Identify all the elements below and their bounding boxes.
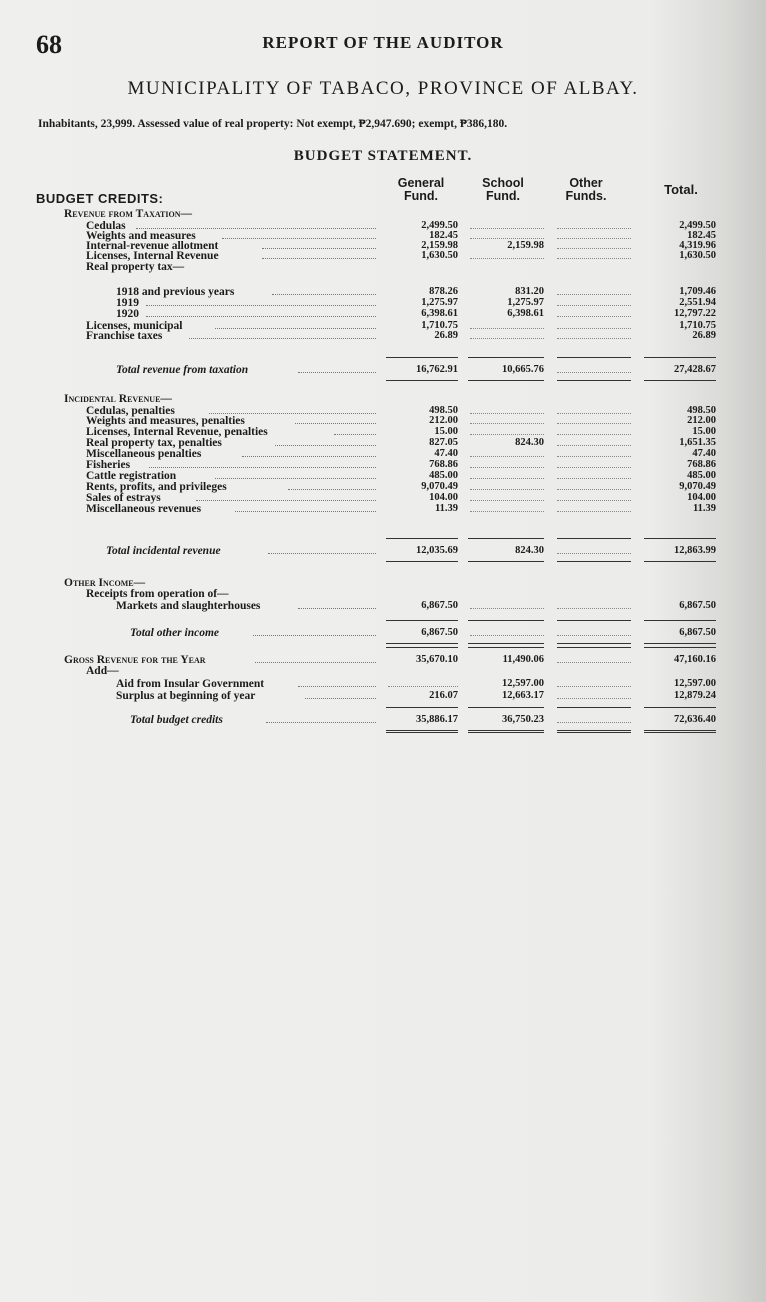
school-fund-blank — [470, 600, 544, 609]
row-leader — [253, 627, 376, 636]
other-funds-blank — [557, 426, 631, 435]
row-leader — [255, 654, 376, 663]
municipality-title: MUNICIPALITY OF TABACO, PROVINCE OF ALBAY. — [127, 78, 639, 99]
total-value: 6,867.50 — [679, 600, 716, 611]
total-value: 485.00 — [687, 470, 716, 481]
general-fund-value: 878.26 — [429, 286, 458, 297]
row-leader — [215, 470, 376, 479]
total-rule-below — [557, 730, 631, 733]
row-label: Cedulas — [86, 220, 126, 232]
other-funds-blank — [557, 714, 631, 723]
table-row — [0, 261, 766, 273]
total-value: 2,551.94 — [679, 297, 716, 308]
school-fund-value: 10,665.76 — [502, 364, 544, 375]
row-label: Licenses, Internal Revenue — [86, 250, 219, 262]
general-fund-value: 6,398.61 — [421, 308, 458, 319]
row-label: Total revenue from taxation — [116, 364, 249, 376]
general-fund-blank — [388, 678, 458, 687]
column-header-school-line2: Fund. — [485, 189, 520, 203]
row-leader — [235, 503, 376, 512]
row-label: Surplus at beginning of year — [116, 690, 256, 702]
school-fund-value: 6,398.61 — [507, 308, 544, 319]
general-fund-value: 768.86 — [429, 459, 458, 470]
row-label: Internal-revenue allotment — [86, 240, 219, 252]
column-header-other-line2: Funds. — [565, 189, 607, 203]
other-funds-blank — [557, 690, 631, 699]
school-fund-value: 36,750.23 — [502, 714, 544, 725]
general-fund-value: 35,886.17 — [416, 714, 458, 725]
total-rule-above — [386, 707, 458, 708]
total-value: 72,636.40 — [674, 714, 716, 725]
other-funds-blank — [557, 297, 631, 306]
row-leader — [298, 678, 376, 687]
general-fund-value: 16,762.91 — [416, 364, 458, 375]
general-fund-value: 9,070.49 — [421, 481, 458, 492]
total-value: 12,597.00 — [674, 678, 716, 689]
school-fund-blank — [470, 230, 544, 239]
row-label: Add— — [86, 665, 119, 677]
total-rule-above — [557, 357, 631, 358]
school-fund-blank — [470, 492, 544, 501]
row-leader — [298, 600, 376, 609]
total-value: 26.89 — [692, 330, 716, 341]
total-rule-above — [386, 647, 458, 648]
total-rule-below — [468, 730, 544, 733]
total-rule-above — [386, 538, 458, 539]
total-rule-below — [468, 561, 544, 562]
total-rule-above — [644, 620, 716, 621]
row-leader — [305, 690, 376, 699]
school-fund-blank — [470, 405, 544, 414]
other-funds-blank — [557, 330, 631, 339]
row-leader — [189, 330, 376, 339]
school-fund-blank — [470, 627, 544, 636]
column-header-other-funds — [553, 177, 619, 203]
total-value: 12,879.24 — [674, 690, 716, 701]
total-rule-below — [557, 561, 631, 562]
row-leader — [146, 297, 376, 306]
row-label: Other Income— — [64, 577, 146, 589]
row-label: Cattle registration — [86, 470, 177, 482]
row-leader — [262, 240, 376, 249]
total-value: 212.00 — [687, 415, 716, 426]
total-value: 1,709.46 — [679, 286, 716, 297]
row-label: Rents, profits, and privileges — [86, 481, 227, 493]
row-label: Real property tax— — [86, 261, 185, 273]
row-leader — [275, 437, 376, 446]
school-fund-value: 1,275.97 — [507, 297, 544, 308]
other-funds-blank — [557, 678, 631, 687]
row-label: Fisheries — [86, 459, 131, 471]
school-fund-value: 824.30 — [515, 437, 544, 448]
total-value: 1,651.35 — [679, 437, 716, 448]
row-label: Licenses, Internal Revenue, penalties — [86, 426, 268, 438]
total-rule-below — [644, 380, 716, 381]
row-leader — [196, 492, 376, 501]
general-fund-value: 11.39 — [434, 503, 458, 514]
total-rule-above — [386, 620, 458, 621]
column-header-school-line1: School — [482, 176, 524, 190]
table-row — [0, 665, 766, 677]
school-fund-value: 11,490.06 — [502, 654, 544, 665]
total-rule-above — [468, 357, 544, 358]
other-funds-blank — [557, 481, 631, 490]
row-leader — [266, 714, 376, 723]
row-label: Revenue from Taxation— — [64, 208, 192, 220]
table-row — [0, 364, 766, 376]
school-fund-blank — [470, 220, 544, 229]
table-row — [0, 503, 766, 515]
general-fund-value: 2,159.98 — [421, 240, 458, 251]
row-label: Franchise taxes — [86, 330, 163, 342]
other-funds-blank — [557, 405, 631, 414]
column-header-general-line2: Fund. — [403, 189, 438, 203]
inhabitants-line: Inhabitants, 23,999. Assessed value of real property: Not exempt, ₱2,947.690; exempt, ₱386,180. — [38, 118, 508, 130]
table-row — [0, 588, 766, 600]
total-rule-above — [468, 538, 544, 539]
total-rule-above — [644, 538, 716, 539]
general-fund-value: 212.00 — [429, 415, 458, 426]
row-label: 1918 and previous years — [116, 286, 235, 298]
total-rule-below — [644, 561, 716, 562]
table-row — [0, 308, 766, 320]
general-fund-value: 2,499.50 — [421, 220, 458, 231]
row-label: Total other income — [130, 627, 220, 639]
row-leader — [146, 308, 376, 317]
general-fund-value: 12,035.69 — [416, 545, 458, 556]
table-row — [0, 545, 766, 557]
school-fund-blank — [470, 330, 544, 339]
other-funds-blank — [557, 286, 631, 295]
row-label: Miscellaneous revenues — [86, 503, 202, 515]
total-rule-above — [557, 620, 631, 621]
row-leader — [209, 405, 376, 414]
row-leader — [298, 364, 376, 373]
other-funds-blank — [557, 364, 631, 373]
table-row — [0, 330, 766, 342]
other-funds-blank — [557, 240, 631, 249]
total-rule-above — [468, 647, 544, 648]
total-rule-below — [644, 730, 716, 733]
row-leader — [149, 459, 376, 468]
total-rule-above — [557, 647, 631, 648]
school-fund-blank — [470, 448, 544, 457]
column-header-school-fund — [466, 177, 540, 203]
general-fund-value: 1,275.97 — [421, 297, 458, 308]
school-fund-blank — [470, 250, 544, 259]
running-head: REPORT OF THE AUDITOR — [262, 33, 504, 52]
other-funds-blank — [557, 437, 631, 446]
general-fund-value: 827.05 — [429, 437, 458, 448]
other-funds-blank — [557, 545, 631, 554]
total-rule-above — [644, 357, 716, 358]
general-fund-value: 47.40 — [434, 448, 458, 459]
row-leader — [288, 481, 376, 490]
other-funds-blank — [557, 503, 631, 512]
total-value: 498.50 — [687, 405, 716, 416]
other-funds-blank — [557, 459, 631, 468]
row-label: Incidental Revenue— — [64, 393, 172, 405]
column-header-total: Total. — [664, 182, 698, 197]
general-fund-value: 35,670.10 — [416, 654, 458, 665]
column-header-general-fund — [384, 177, 458, 203]
other-funds-blank — [557, 448, 631, 457]
school-fund-blank — [470, 481, 544, 490]
column-header-general-line1: General — [397, 176, 445, 190]
row-leader — [136, 220, 376, 229]
other-funds-blank — [557, 320, 631, 329]
total-rule-above — [644, 647, 716, 648]
total-value: 9,070.49 — [679, 481, 716, 492]
general-fund-value: 182.45 — [429, 230, 458, 241]
row-leader — [262, 250, 376, 259]
other-funds-blank — [557, 600, 631, 609]
row-label: Markets and slaughterhouses — [116, 600, 261, 612]
row-label: Total incidental revenue — [106, 545, 221, 557]
other-funds-blank — [557, 308, 631, 317]
row-label: Gross Revenue for the Year — [64, 654, 206, 666]
row-label: Weights and measures, penalties — [86, 415, 245, 427]
total-value: 6,867.50 — [679, 627, 716, 638]
total-rule-below — [386, 561, 458, 562]
row-label: Cedulas, penalties — [86, 405, 175, 417]
total-rule-above — [468, 620, 544, 621]
total-value: 15.00 — [692, 426, 716, 437]
table-row — [0, 678, 766, 690]
row-leader — [242, 448, 376, 457]
row-leader — [295, 415, 376, 424]
total-value: 47,160.16 — [674, 654, 716, 665]
other-funds-blank — [557, 250, 631, 259]
column-header-other-line1: Other — [569, 176, 603, 190]
row-leader — [222, 230, 376, 239]
general-fund-value: 26.89 — [434, 330, 458, 341]
total-rule-below — [557, 643, 631, 644]
total-value: 1,710.75 — [679, 320, 716, 331]
total-rule-below — [557, 380, 631, 381]
other-funds-blank — [557, 492, 631, 501]
row-label: 1919 — [116, 297, 139, 309]
school-fund-value: 831.20 — [515, 286, 544, 297]
other-funds-blank — [557, 220, 631, 229]
school-fund-blank — [470, 459, 544, 468]
table-row — [0, 600, 766, 612]
table-row — [0, 393, 766, 405]
other-funds-blank — [557, 470, 631, 479]
total-rule-below — [644, 643, 716, 644]
general-fund-value: 1,630.50 — [421, 250, 458, 261]
total-value: 768.86 — [687, 459, 716, 470]
budget-credits-heading: BUDGET CREDITS: — [36, 191, 164, 206]
total-rule-below — [386, 380, 458, 381]
school-fund-blank — [470, 503, 544, 512]
general-fund-value: 216.07 — [429, 690, 458, 701]
table-row — [0, 690, 766, 702]
page-number: 68 — [36, 30, 62, 59]
total-value: 2,499.50 — [679, 220, 716, 231]
section-title: BUDGET STATEMENT. — [293, 148, 473, 164]
total-rule-below — [386, 643, 458, 644]
row-leader — [334, 426, 376, 435]
general-fund-value: 104.00 — [429, 492, 458, 503]
other-funds-blank — [557, 654, 631, 663]
total-value: 12,797.22 — [674, 308, 716, 319]
school-fund-blank — [470, 470, 544, 479]
other-funds-blank — [557, 627, 631, 636]
row-label: Receipts from operation of— — [86, 588, 229, 600]
school-fund-value: 2,159.98 — [507, 240, 544, 251]
total-value: 12,863.99 — [674, 545, 716, 556]
school-fund-blank — [470, 320, 544, 329]
general-fund-value: 485.00 — [429, 470, 458, 481]
row-label: Miscellaneous penalties — [86, 448, 202, 460]
total-value: 4,319.96 — [679, 240, 716, 251]
total-rule-below — [468, 380, 544, 381]
school-fund-value: 12,597.00 — [502, 678, 544, 689]
row-label: 1920 — [116, 308, 139, 320]
total-value: 11.39 — [692, 503, 716, 514]
total-value: 27,428.67 — [674, 364, 716, 375]
table-row — [0, 714, 766, 726]
row-leader — [272, 286, 376, 295]
general-fund-value: 6,867.50 — [421, 627, 458, 638]
row-label: Licenses, municipal — [86, 320, 183, 332]
row-label: Real property tax, penalties — [86, 437, 222, 449]
table-row — [0, 627, 766, 639]
other-funds-blank — [557, 415, 631, 424]
row-label: Aid from Insular Government — [116, 678, 265, 690]
total-rule-above — [468, 707, 544, 708]
total-rule-above — [644, 707, 716, 708]
general-fund-value: 1,710.75 — [421, 320, 458, 331]
total-value: 182.45 — [687, 230, 716, 241]
general-fund-value: 6,867.50 — [421, 600, 458, 611]
general-fund-value: 15.00 — [434, 426, 458, 437]
school-fund-value: 824.30 — [515, 545, 544, 556]
school-fund-blank — [470, 426, 544, 435]
total-rule-above — [557, 538, 631, 539]
table-row — [0, 208, 766, 220]
school-fund-value: 12,663.17 — [502, 690, 544, 701]
row-label: Sales of estrays — [86, 492, 161, 504]
total-rule-below — [386, 730, 458, 733]
row-leader — [215, 320, 376, 329]
other-funds-blank — [557, 230, 631, 239]
total-value: 47.40 — [692, 448, 716, 459]
school-fund-blank — [470, 415, 544, 424]
row-label: Total budget credits — [130, 714, 223, 726]
total-rule-above — [386, 357, 458, 358]
general-fund-value: 498.50 — [429, 405, 458, 416]
row-leader — [268, 545, 376, 554]
total-rule-below — [468, 643, 544, 644]
total-value: 1,630.50 — [679, 250, 716, 261]
total-value: 104.00 — [687, 492, 716, 503]
row-label: Weights and measures — [86, 230, 196, 242]
total-rule-above — [557, 707, 631, 708]
